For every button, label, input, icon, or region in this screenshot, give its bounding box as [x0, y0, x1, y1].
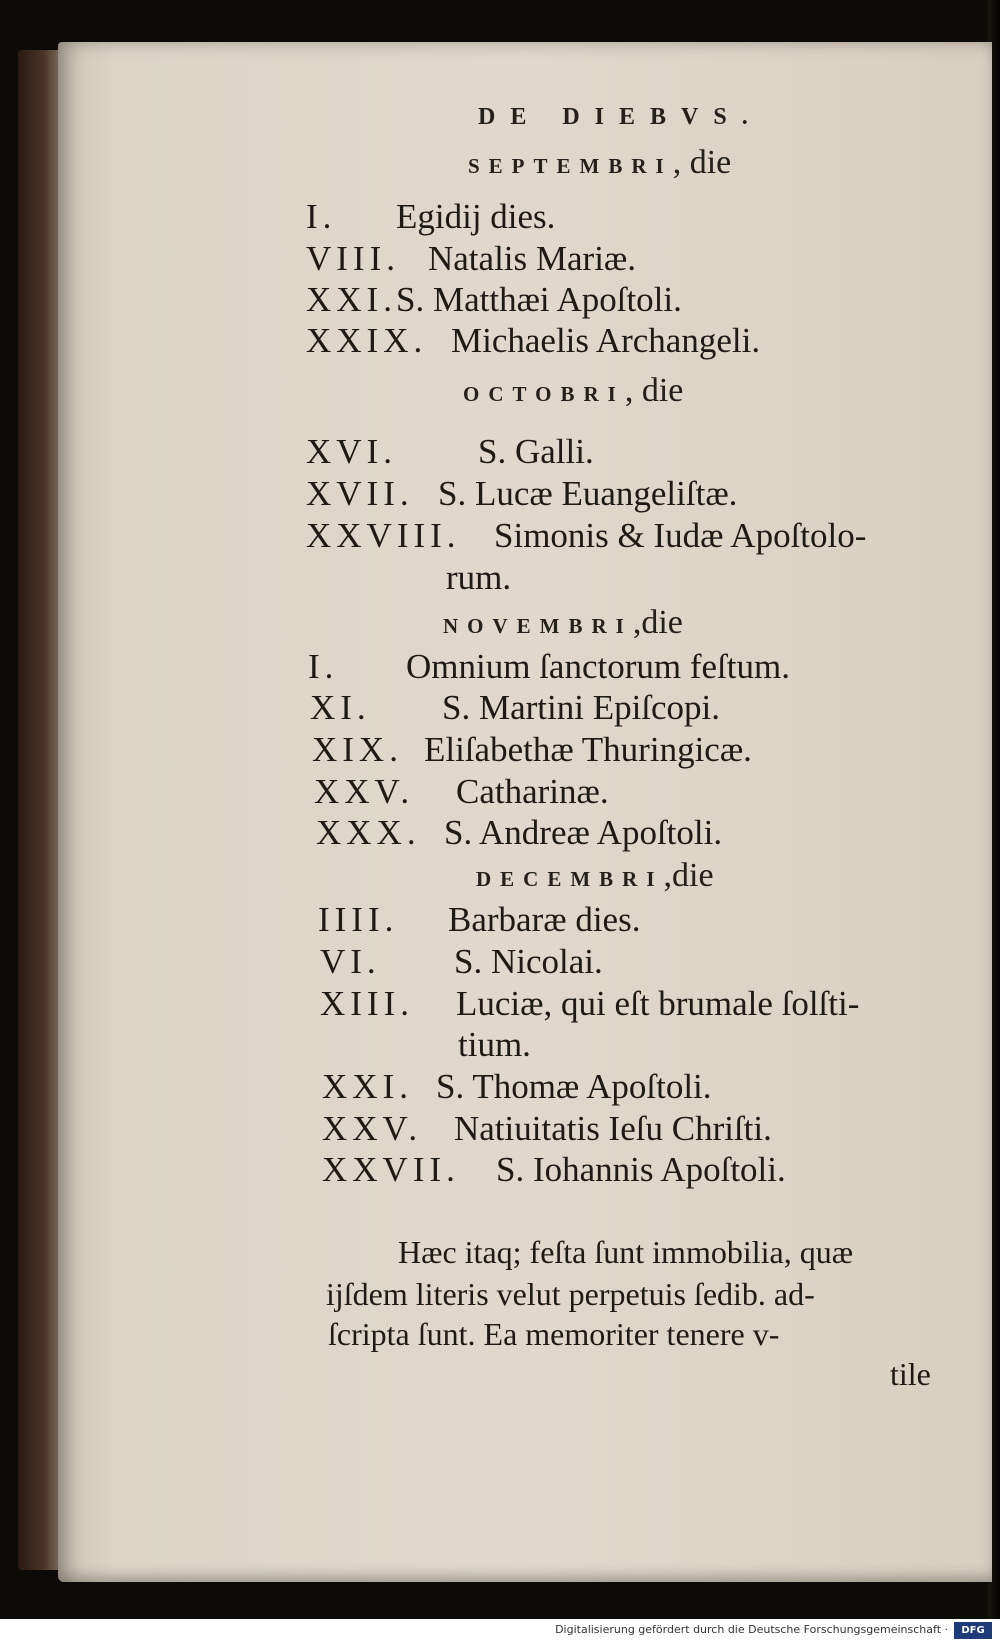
day-number: XI. [310, 688, 371, 727]
day-number: XIII. [320, 984, 414, 1023]
day-number: VI. [320, 942, 381, 981]
month-name: OCTOBRI [463, 382, 625, 406]
feast-name: S. Matthæi Apoſtoli. [396, 280, 682, 319]
book-page [58, 42, 992, 1582]
month-suffix: ,die [632, 604, 683, 641]
entry-continuation: rum. [446, 558, 512, 597]
calendar-entry [306, 432, 594, 472]
calendar-entry [320, 942, 603, 982]
month-heading-september [468, 144, 731, 182]
calendar-entry [306, 474, 738, 514]
day-number: XXI. [322, 1067, 413, 1106]
feast-name: S. Nicolai. [454, 942, 603, 981]
day-number: XXV. [322, 1109, 423, 1148]
calendar-entry [306, 280, 682, 320]
calendar-entry [322, 1150, 786, 1190]
paragraph-line: ijſdem literis velut perpetuis ſedib. ad- [326, 1276, 815, 1312]
feast-name: S. Galli. [478, 432, 594, 471]
day-number: XXI. [306, 280, 397, 319]
running-head: DE DIEBVS. [478, 104, 763, 130]
footer-credit-text: Digitalisierung gefördert durch die Deutsche Forschungsgemeinschaft · [555, 1623, 948, 1636]
month-heading-december [476, 857, 714, 895]
feast-name: S. Thomæ Apoſtoli. [436, 1067, 712, 1106]
day-number: XIX. [312, 730, 403, 769]
feast-name: Luciæ, qui eſt brumale ſolſti- [456, 984, 860, 1023]
calendar-entry [310, 688, 721, 728]
day-number: XVI. [306, 432, 397, 471]
month-name: NOVEMBRI [443, 614, 633, 638]
feast-name: S. Andreæ Apoſtoli. [444, 813, 723, 852]
day-number: XXIX. [306, 321, 428, 360]
calendar-entry [306, 239, 637, 279]
day-number: I. [308, 647, 339, 686]
book-spine [18, 50, 60, 1570]
feast-name: Barbaræ dies. [448, 900, 641, 939]
month-suffix: , die [624, 372, 684, 409]
feast-name: Natiuitatis Ieſu Chriſti. [454, 1109, 772, 1148]
catchword: tile [890, 1356, 931, 1392]
calendar-entry [312, 730, 752, 770]
feast-name: Catharinæ. [456, 772, 609, 811]
calendar-entry [322, 1109, 772, 1149]
feast-name: S. Iohannis Apoſtoli. [496, 1150, 786, 1189]
paragraph-line: ſcripta ſunt. Ea memoriter tenere v- [328, 1316, 780, 1352]
paragraph-line: Hæc itaq; feſta ſunt immobilia, quæ [398, 1234, 854, 1270]
dfg-logo-icon: DFG [954, 1622, 992, 1639]
feast-name: Natalis Mariæ. [428, 239, 637, 278]
month-suffix: , die [672, 144, 732, 181]
month-suffix: ,die [663, 857, 714, 894]
day-number: XXV. [314, 772, 415, 811]
calendar-entry [320, 984, 860, 1024]
day-number: VIII. [306, 239, 400, 278]
day-number: XXVIII. [306, 516, 461, 555]
month-heading-october [463, 372, 683, 410]
feast-name: Michaelis Archangeli. [451, 321, 761, 360]
calendar-entry [316, 813, 723, 853]
digitization-footer [0, 1619, 1000, 1643]
day-number: IIII. [318, 900, 399, 939]
month-heading-november [443, 604, 683, 642]
day-number: I. [306, 197, 337, 236]
calendar-entry [308, 647, 790, 687]
feast-name: Omnium ſanctorum feſtum. [406, 647, 790, 686]
calendar-entry [322, 1067, 712, 1107]
month-name: DECEMBRI [476, 867, 664, 891]
month-name: SEPTEMBRI [468, 154, 673, 178]
entry-continuation: tium. [458, 1025, 531, 1064]
feast-name: Egidij dies. [396, 197, 556, 236]
calendar-entry [314, 772, 609, 812]
day-number: XXX. [316, 813, 421, 852]
day-number: XVII. [306, 474, 414, 513]
day-number: XXVII. [322, 1150, 460, 1189]
feast-name: Simonis & Iudæ Apoſtolo- [494, 516, 867, 555]
feast-name: S. Lucæ Euangeliſtæ. [438, 474, 738, 513]
calendar-entry [318, 900, 641, 940]
calendar-entry [306, 197, 556, 237]
calendar-entry [306, 516, 867, 556]
feast-name: Eliſabethæ Thuringicæ. [424, 730, 752, 769]
calendar-entry [306, 321, 761, 361]
feast-name: S. Martini Epiſcopi. [442, 688, 721, 727]
